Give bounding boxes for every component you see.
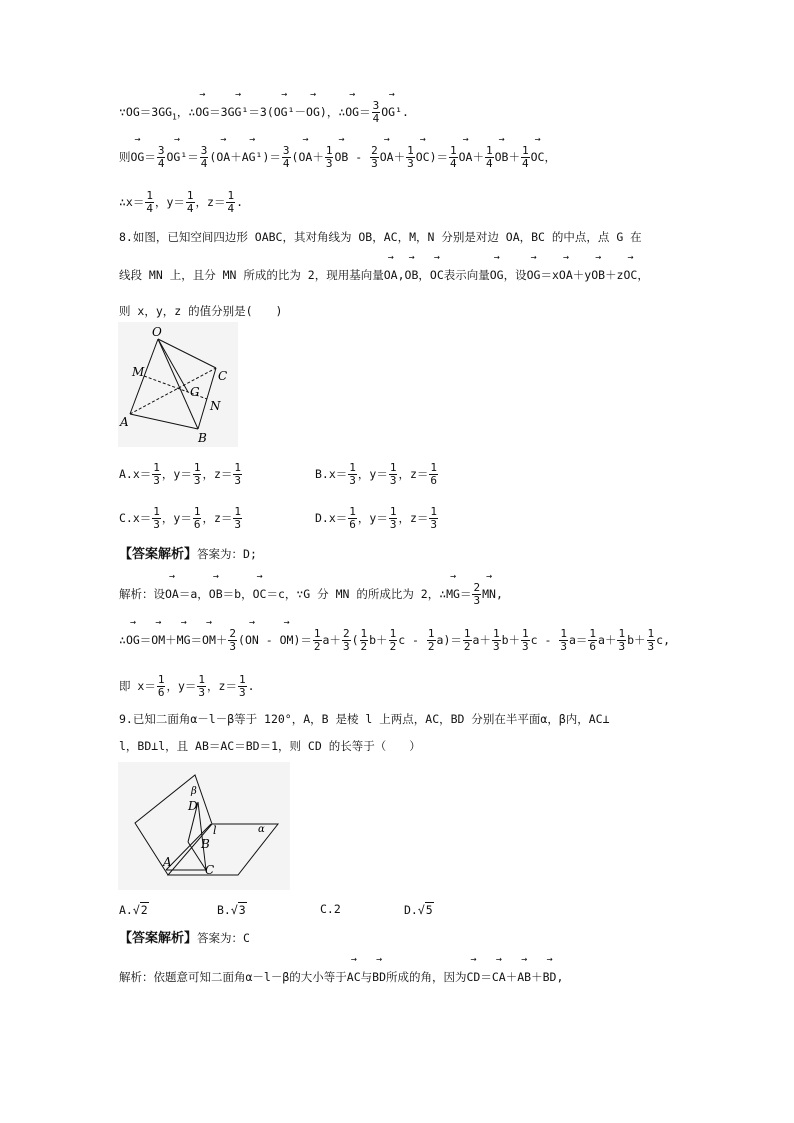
q9-option-d[interactable]: D.√5 — [404, 903, 433, 917]
label-C: C — [205, 863, 215, 877]
q8-stem-line2: 线段 MN 上，且分 MN 所成的比为 2，现用基向量→ OA,→ OB，→ OC表示向量→ OG，设→ OG＝x→ OA＋y→ OB＋z→ OC， — [119, 266, 649, 284]
q9-answer: 【答案解析】答案为：C — [119, 931, 250, 946]
q8-option-c[interactable]: C.x＝ $\frac{1}{3}$ ，y＝ $\frac{1}{6}$ ，z＝ $\frac{1}{3}$ — [119, 505, 242, 531]
prev-line-3: ∴x＝ $\frac{1}{4}$ ，y＝ $\frac{1}{4}$ ，z＝ $\frac{1}{4}$ . — [119, 189, 244, 215]
q8-tetrahedron-figure — [118, 322, 238, 447]
q8-analysis-line3: 即 x＝ $\frac{1}{6}$ ，y＝ $\frac{1}{3}$ ，z＝ $\frac{1}{3}$ . — [119, 673, 255, 699]
label-C: C — [218, 369, 228, 383]
q8-option-b[interactable]: B.x＝ $\frac{1}{3}$ ，y＝ $\frac{1}{3}$ ，z＝ $\frac{1}{6}$ — [315, 461, 438, 487]
q9-option-a[interactable]: A.√2 — [119, 903, 148, 917]
label-A: A — [163, 855, 172, 869]
q9-stem-line2: l，BD⊥l，且 AB＝AC＝BD＝1，则 CD 的长等于（ ） — [119, 739, 421, 753]
prev-line-2: 则→ OG＝ $\frac{3}{4}$ → OG¹＝ $\frac{3}{4}$ (→ OA＋→ AG¹)＝ $\frac{3}{4}$ (→ OA＋ $\frac{1}{3}$ → OB - $\frac{2}{3}$ → OA＋ $\frac{1}{3}$ → OC)＝ $\frac{1}{4}$ → OA＋ $\frac{1}{4}$ → OB＋ $\frac{1}{4}$ → OC， — [119, 145, 556, 170]
q8-analysis-line2: ∴→ OG＝→ OM＋→ MG＝→ OM＋ $\frac{2}{3}$ (→ ON - → OM)＝ $\frac{1}{2}$ a＋ $\frac{2}{3}$ ( $\frac{1}{2}$ b＋ $\frac{1}{2}$ c - $\frac{1}{2}$ a)＝ $\frac{1}{2}$ a＋ $\frac{1}{3}$ b＋ $\frac{1}{3}$ c - $\frac{1}{3}$ a＝ $\frac{1}{6}$ a＋ $\frac{1}{3}$ b＋ $\frac{1}{3}$ c, — [119, 628, 670, 653]
q9-option-b[interactable]: B.√3 — [217, 903, 246, 917]
q8-stem-line3: 则 x，y，z 的值分别是( ) — [119, 304, 283, 318]
label-alpha: α — [258, 824, 265, 835]
q8-option-d[interactable]: D.x＝ $\frac{1}{6}$ ，y＝ $\frac{1}{3}$ ，z＝ $\frac{1}{3}$ — [315, 505, 438, 531]
label-G: G — [190, 385, 200, 399]
label-D: D — [188, 799, 198, 813]
label-beta: β — [191, 786, 197, 797]
prev-line-1: $\because OG=3GG_1$，∴→ OG＝3→ GG¹＝3(→ OG¹－→ OG)，∴→ OG＝ $\frac{3}{4}$ → OG¹. — [119, 100, 409, 126]
label-O: O — [152, 325, 162, 339]
label-M: M — [132, 365, 145, 379]
label-B: B — [198, 431, 207, 445]
q9-stem-line1: 9.已知二面角α－l－β等于 120°，A，B 是棱 l 上两点，AC，BD 分别在半平面α，β内，AC⊥ — [119, 712, 610, 726]
label-A: A — [120, 415, 129, 429]
q8-answer: 【答案解析】答案为：D; — [119, 547, 257, 562]
q9-dihedral-figure — [118, 762, 290, 890]
label-N: N — [210, 399, 221, 413]
q8-analysis-line1: 解析：设→ OA＝a，→ OB＝b，→ OC＝c，∵G 分 MN 的所成比为 2，∴→ MG＝ $\frac{2}{3}$ → MN, — [119, 582, 503, 607]
q8-option-a[interactable]: A.x＝ $\frac{1}{3}$ ，y＝ $\frac{1}{3}$ ，z＝ $\frac{1}{3}$ — [119, 461, 242, 487]
q8-stem-line1: 8.如图，已知空间四边形 OABC，其对角线为 OB，AC，M，N 分别是对边 OA，BC 的中点，点 G 在 — [119, 230, 642, 244]
q9-option-c[interactable]: C.2 — [320, 902, 341, 916]
q9-analysis-line1: 解析：依题意可知二面角α－l－β的大小等于→ AC与→ BD所成的角，因为→ CD＝→ CA＋→ AB＋→ BD, — [119, 968, 563, 986]
label-l: l — [213, 824, 217, 837]
label-B: B — [201, 837, 210, 851]
